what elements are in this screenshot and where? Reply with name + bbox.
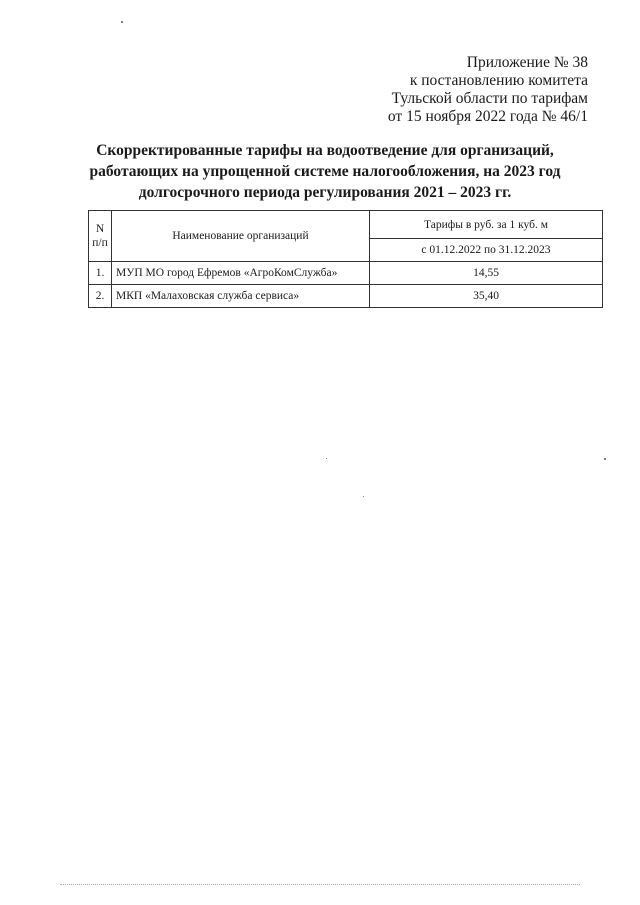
appendix-resolution: к постановлению комитета	[409, 72, 588, 89]
appendix-committee: Тульской области по тарифам	[391, 90, 588, 107]
row-tariff-value: 35,40	[370, 285, 603, 308]
table-header-row	[89, 211, 603, 239]
header-org-name: Наименование организаций	[112, 211, 370, 262]
row-tariff-value: 14,55	[370, 262, 603, 285]
scan-speck	[326, 458, 327, 459]
title-line-1: Скорректированные тарифы на водоотведение для организаций,	[96, 142, 554, 159]
header-period: с 01.12.2022 по 31.12.2023	[370, 239, 603, 262]
appendix-reference	[388, 54, 588, 126]
scan-speck	[604, 458, 606, 460]
appendix-number: Приложение № 38	[466, 54, 588, 71]
title-line-3: долгосрочного периода регулирования 2021 – 2023 гг.	[138, 184, 512, 201]
header-num-line-2: п/п	[92, 237, 108, 249]
row-org-name: МКП «Малаховская служба сервиса»	[112, 285, 370, 308]
row-number: 1.	[89, 262, 112, 285]
scan-speck	[121, 21, 123, 23]
row-number: 2.	[89, 285, 112, 308]
table-row	[89, 285, 603, 308]
title-line-2: работающих на упрощенной системе налогообложения, на 2023 год	[89, 163, 561, 180]
document-title	[60, 140, 590, 203]
table-row	[89, 262, 603, 285]
scan-speck	[363, 496, 364, 497]
scan-footer-noise	[60, 884, 580, 888]
row-org-name: МУП МО город Ефремов «АгроКомСлужба»	[112, 262, 370, 285]
header-num-line-1: N	[95, 223, 105, 235]
header-num	[89, 211, 112, 262]
appendix-date: от 15 ноября 2022 года № 46/1	[387, 108, 588, 125]
header-tariff: Тарифы в руб. за 1 куб. м	[370, 211, 603, 239]
tariffs-table	[88, 210, 603, 308]
